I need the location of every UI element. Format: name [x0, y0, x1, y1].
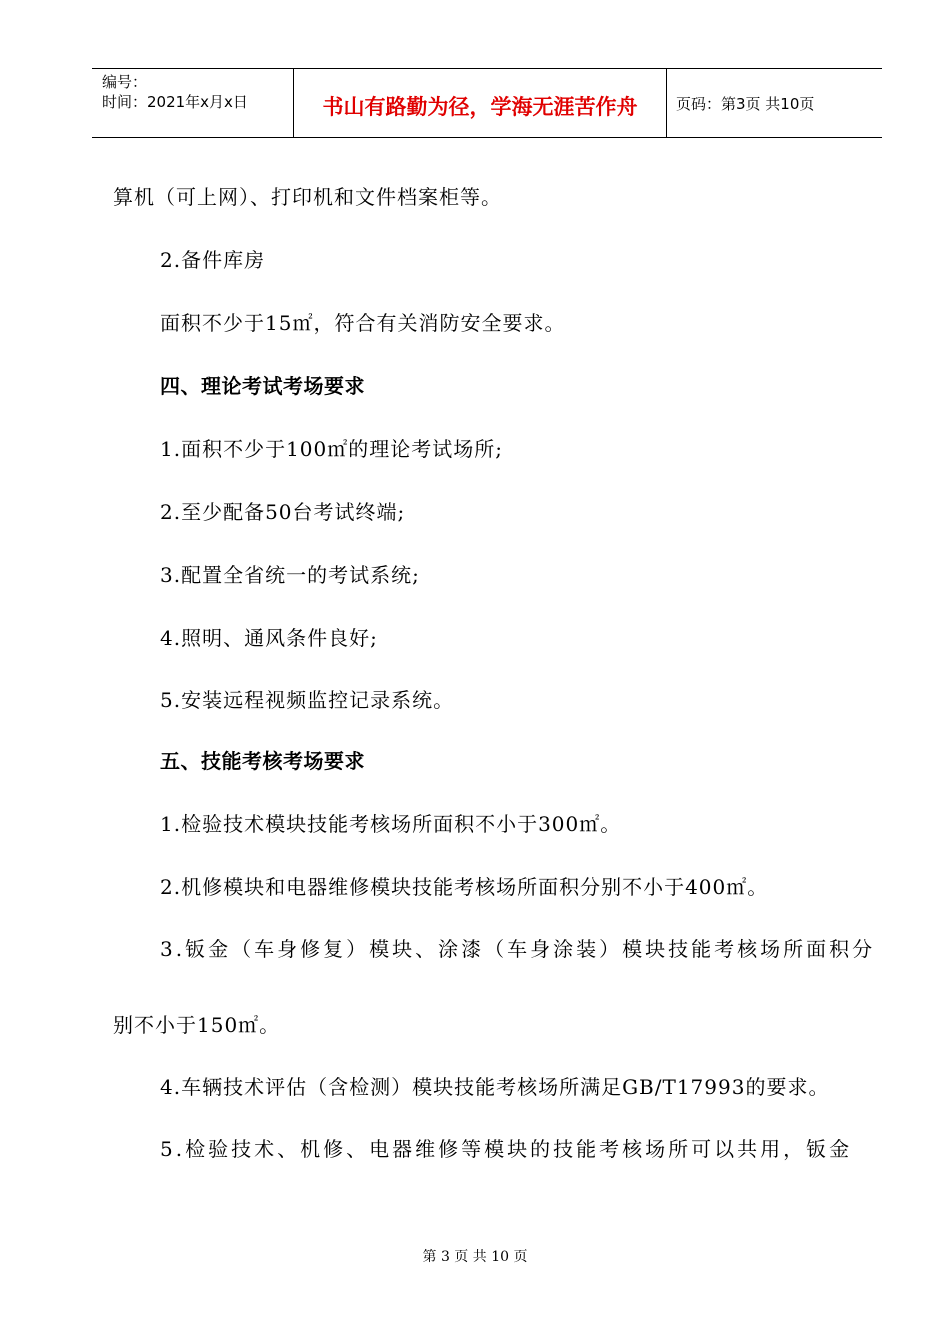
document-time: 时间：2021年x月x日 — [102, 93, 248, 111]
page-footer: 第 3 页 共 10 页 — [422, 1249, 528, 1265]
header-motto-cell — [293, 69, 667, 137]
page-header — [92, 68, 882, 138]
paragraph-item: 5.检验技术、机修、电器维修等模块的技能考核场所可以共用，钣金 — [160, 1137, 853, 1161]
paragraph-item: 2.备件库房 — [160, 248, 266, 272]
paragraph-item: 2.至少配备50台考试终端; — [160, 500, 406, 524]
paragraph-item: 4.车辆技术评估（含检测）模块技能考核场所满足GB/T17993的要求。 — [160, 1075, 830, 1099]
paragraph-item: 3.钣金（车身修复）模块、涂漆（车身涂装）模块技能考核场所面积分 — [160, 937, 876, 961]
paragraph-item: 5.安装远程视频监控记录系统。 — [160, 688, 455, 712]
paragraph-item: 3.配置全省统一的考试系统; — [160, 563, 420, 587]
paragraph-text: 面积不少于15㎡，符合有关消防安全要求。 — [160, 311, 566, 335]
paragraph-item: 2.机修模块和电器维修模块技能考核场所面积分别不小于400㎡。 — [160, 875, 769, 899]
section-heading: 五、技能考核考场要求 — [160, 749, 365, 773]
paragraph-continuation: 算机（可上网）、打印机和文件档案柜等。 — [113, 185, 502, 209]
header-meta — [92, 69, 292, 137]
header-page-cell — [666, 69, 882, 137]
paragraph-item: 1.面积不少于100㎡的理论考试场所; — [160, 437, 503, 461]
header-page-info: 页码：第3页 共10页 — [676, 95, 815, 113]
paragraph-item: 1.检验技术模块技能考核场所面积不小于300㎡。 — [160, 812, 622, 836]
document-number: 编号： — [102, 73, 148, 91]
header-motto: 书山有路勤为径，学海无涯苦作舟 — [322, 95, 638, 119]
paragraph-item: 4.照明、通风条件良好; — [160, 626, 378, 650]
section-heading: 四、理论考试考场要求 — [160, 374, 365, 398]
paragraph-continuation: 别不小于150㎡。 — [113, 1013, 281, 1037]
